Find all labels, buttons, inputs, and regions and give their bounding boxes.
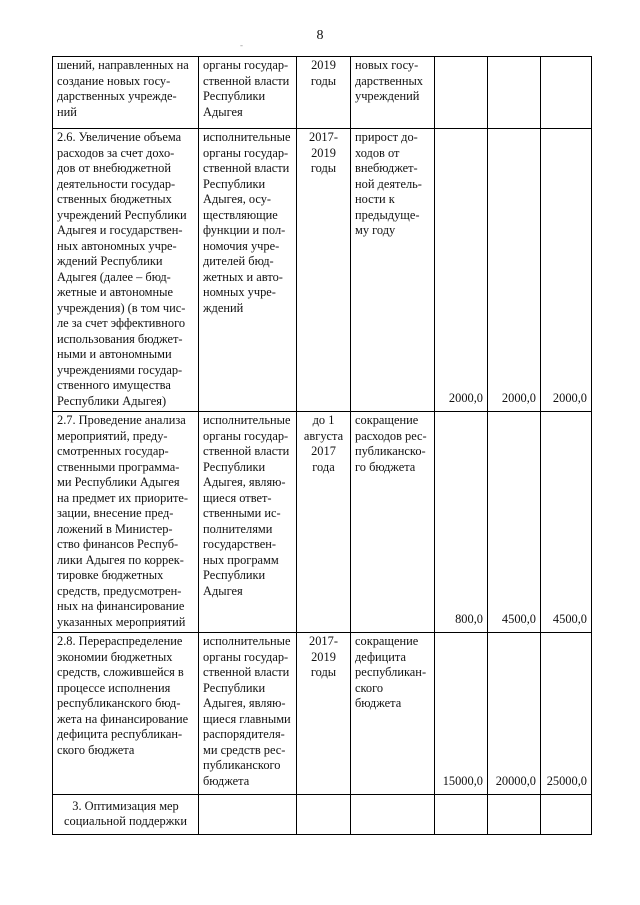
deadline-cell: 2017- 2019 годы bbox=[297, 633, 351, 795]
measure-cell: 2.7. Проведение анализа мероприятий, преду- смотренных государ- ственными программа- ми Республики Адыгея на предмет их приорите- зации, внесение пред- ложений в Министер- ство финансов Респуб- лики Адыгея по коррек- тировке бюджетных средств, предусмотрен- ных на финансирование указанных мероприятий bbox=[53, 412, 199, 633]
measure-cell: шений, направленных на создание новых госу- дарственных учрежде- ний bbox=[53, 57, 199, 129]
value-cell bbox=[435, 57, 488, 129]
value-cell bbox=[488, 795, 541, 835]
result-cell: сокращение расходов рес- публиканско- го бюджета bbox=[351, 412, 435, 633]
result-cell bbox=[351, 795, 435, 835]
deadline-cell: 2019 годы bbox=[297, 57, 351, 129]
value-cell bbox=[488, 57, 541, 129]
value-cell: 15000,0 bbox=[435, 633, 488, 795]
section-heading: 3. Оптимизация мер социальной поддержки bbox=[53, 795, 199, 835]
value-cell bbox=[541, 795, 592, 835]
executors-cell bbox=[199, 795, 297, 835]
value-cell: 4500,0 bbox=[541, 412, 592, 633]
table-row bbox=[53, 129, 592, 412]
executors-cell: исполнительные органы государ- ственной власти Республики Адыгея, осу- ществляющие функции и пол- номочия учре- дителей бюд- жетных и авто- номных учре- ждений bbox=[199, 129, 297, 412]
value-cell bbox=[435, 795, 488, 835]
executors-cell: органы государ- ственной власти Республики Адыгея bbox=[199, 57, 297, 129]
value-cell: 20000,0 bbox=[488, 633, 541, 795]
result-cell: новых госу- дарственных учреждений bbox=[351, 57, 435, 129]
table-row-section bbox=[53, 795, 592, 835]
table-row bbox=[53, 57, 592, 129]
deadline-cell: 2017- 2019 годы bbox=[297, 129, 351, 412]
value-cell: 2000,0 bbox=[488, 129, 541, 412]
result-cell: прирост до- ходов от внебюджет- ной деятель- ности к предыдуще- му году bbox=[351, 129, 435, 412]
deadline-cell bbox=[297, 795, 351, 835]
measures-table bbox=[52, 56, 592, 835]
table-row bbox=[53, 633, 592, 795]
value-cell bbox=[541, 57, 592, 129]
executors-cell: исполнительные органы государ- ственной власти Республики Адыгея, являю- щиеся ответ- ственными ис- полнителями государствен- ных программ Республики Адыгея bbox=[199, 412, 297, 633]
page-number: 8 bbox=[316, 28, 324, 43]
value-cell: 2000,0 bbox=[435, 129, 488, 412]
executors-cell: исполнительные органы государ- ственной власти Республики Адыгея, являю- щиеся главными распорядителя- ми средств рес- публиканского бюджета bbox=[199, 633, 297, 795]
table-row bbox=[53, 412, 592, 633]
value-cell: 2000,0 bbox=[541, 129, 592, 412]
value-cell: 25000,0 bbox=[541, 633, 592, 795]
value-cell: 4500,0 bbox=[488, 412, 541, 633]
measure-cell: 2.6. Увеличение объема расходов за счет дохо- дов от внебюджетной деятельности государ- ственных бюджетных учреждений Республики Адыгея и государствен- ных автономных учре- ждений Республики Адыгея (далее – бюд- жетные и автономные учреждения) (в том чис- ле за счет эффективного использования бюджет- ными и автономными учреждениями государ- ственного имущества Республики Адыгея) bbox=[53, 129, 199, 412]
result-cell: сокращение дефицита республикан- ского бюджета bbox=[351, 633, 435, 795]
marginal-mark: - bbox=[240, 40, 243, 50]
measure-cell: 2.8. Перераспределение экономии бюджетных средств, сложившейся в процессе исполнения республиканского бюд- жета на финансирование дефицита республикан- ского бюджета bbox=[53, 633, 199, 795]
deadline-cell: до 1 августа 2017 года bbox=[297, 412, 351, 633]
value-cell: 800,0 bbox=[435, 412, 488, 633]
